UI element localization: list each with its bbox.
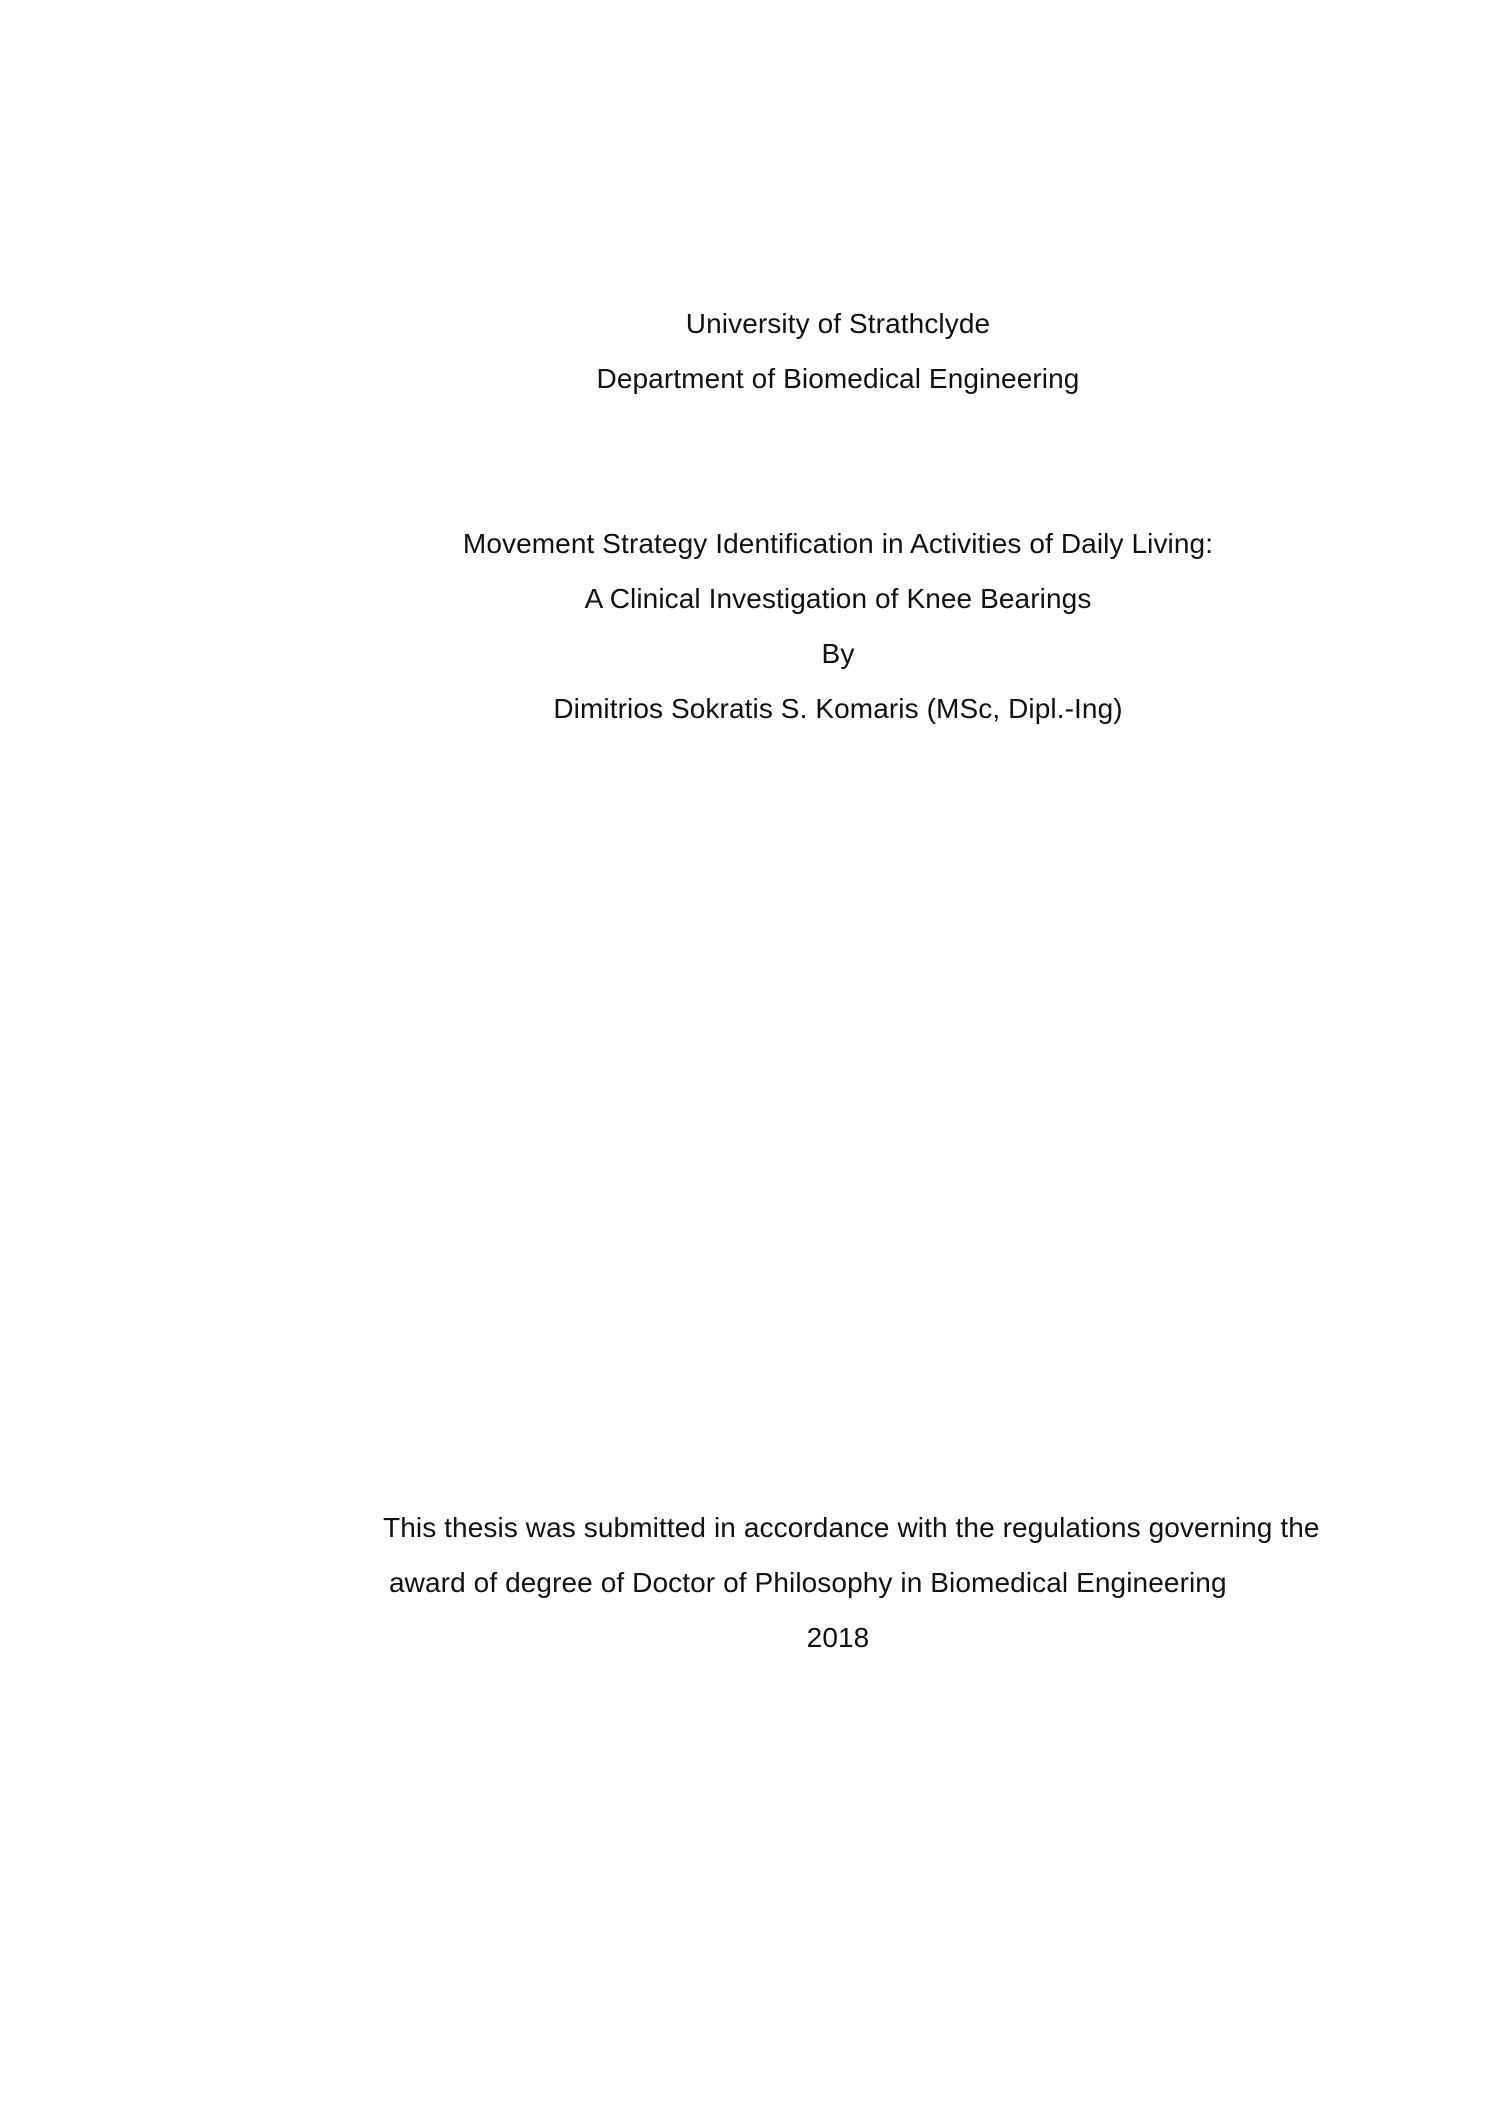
- department-name: Department of Biomedical Engineering: [596, 363, 1080, 394]
- submission-statement-line-2: award of degree of Doctor of Philosophy in Biomedical Engineering: [389, 1567, 1227, 1598]
- author-name: Dimitrios Sokratis S. Komaris (MSc, Dipl.-Ing): [553, 693, 1123, 724]
- by-label: By: [821, 638, 855, 669]
- submission-year: 2018: [806, 1622, 870, 1653]
- thesis-title-line-1: Movement Strategy Identification in Activities of Daily Living:: [462, 528, 1214, 559]
- university-name: University of Strathclyde: [685, 308, 991, 339]
- submission-statement-line-1: This thesis was submitted in accordance with the regulations governing the: [383, 1512, 1320, 1543]
- thesis-title-line-2: A Clinical Investigation of Knee Bearings: [584, 583, 1092, 614]
